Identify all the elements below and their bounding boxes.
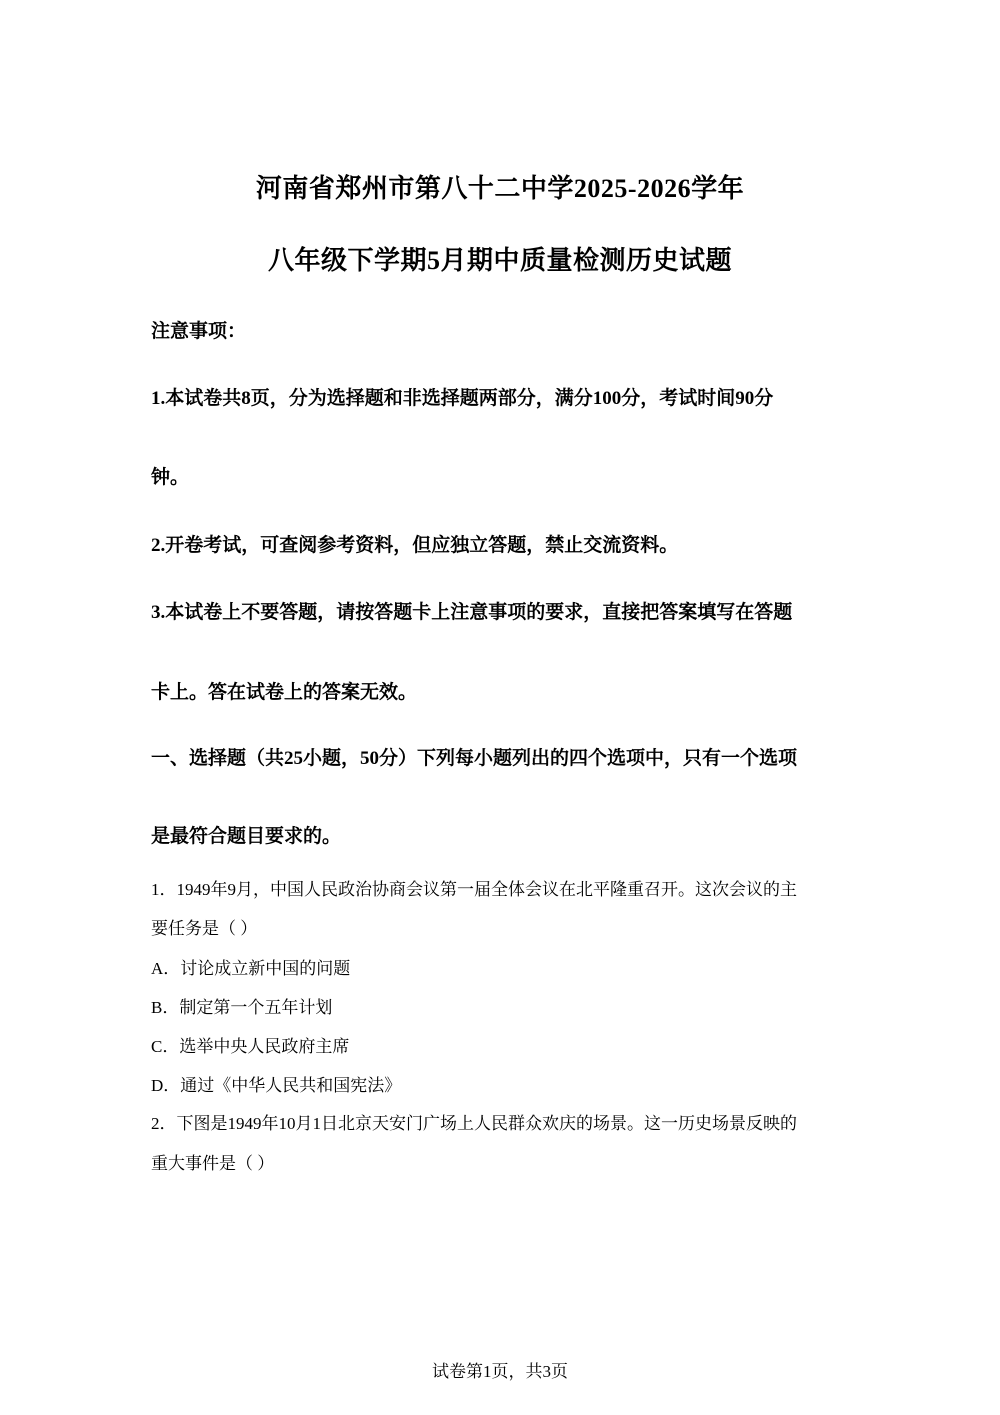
exam-title-line2: 八年级下学期5月期中质量检测历史试题 xyxy=(267,246,732,275)
question-1-option-b: B．制定第一个五年计划 xyxy=(151,998,333,1017)
notice-item-1-line2: 钟。 xyxy=(151,467,190,488)
notice-item-2: 2.开卷考试，可查阅参考资料，但应独立答题，禁止交流资料。 xyxy=(151,535,679,556)
question-2-stem-line2: 重大事件是（ ） xyxy=(151,1154,275,1173)
question-1-option-c: C．选举中央人民政府主席 xyxy=(151,1037,350,1056)
page-footer: 试卷第1页，共3页 xyxy=(432,1362,568,1381)
question-2-stem-line1: 2．下图是1949年10月1日北京天安门广场上人民群众欢庆的场景。这一历史场景反映的 xyxy=(151,1114,797,1133)
question-1-stem-line1: 1．1949年9月，中国人民政治协商会议第一届全体会议在北平隆重召开。这次会议的主 xyxy=(151,880,797,899)
question-1-stem-line2: 要任务是（ ） xyxy=(151,919,258,938)
section1-heading-line2: 是最符合题目要求的。 xyxy=(151,826,342,847)
section1-heading-line1: 一、选择题（共25小题，50分）下列每小题列出的四个选项中，只有一个选项 xyxy=(151,748,798,769)
question-1-option-a: A．讨论成立新中国的问题 xyxy=(151,959,351,978)
exam-title-line1: 河南省郑州市第八十二中学2025-2026学年 xyxy=(255,174,745,203)
notice-item-1-line1: 1.本试卷共8页，分为选择题和非选择题两部分，满分100分，考试时间90分 xyxy=(151,388,774,409)
question-1-option-d: D．通过《中华人民共和国宪法》 xyxy=(151,1076,402,1095)
notice-item-3-line2: 卡上。答在试卷上的答案无效。 xyxy=(151,682,418,703)
notice-heading: 注意事项： xyxy=(151,321,247,342)
notice-item-3-line1: 3.本试卷上不要答题，请按答题卡上注意事项的要求，直接把答案填写在答题 xyxy=(151,602,793,623)
